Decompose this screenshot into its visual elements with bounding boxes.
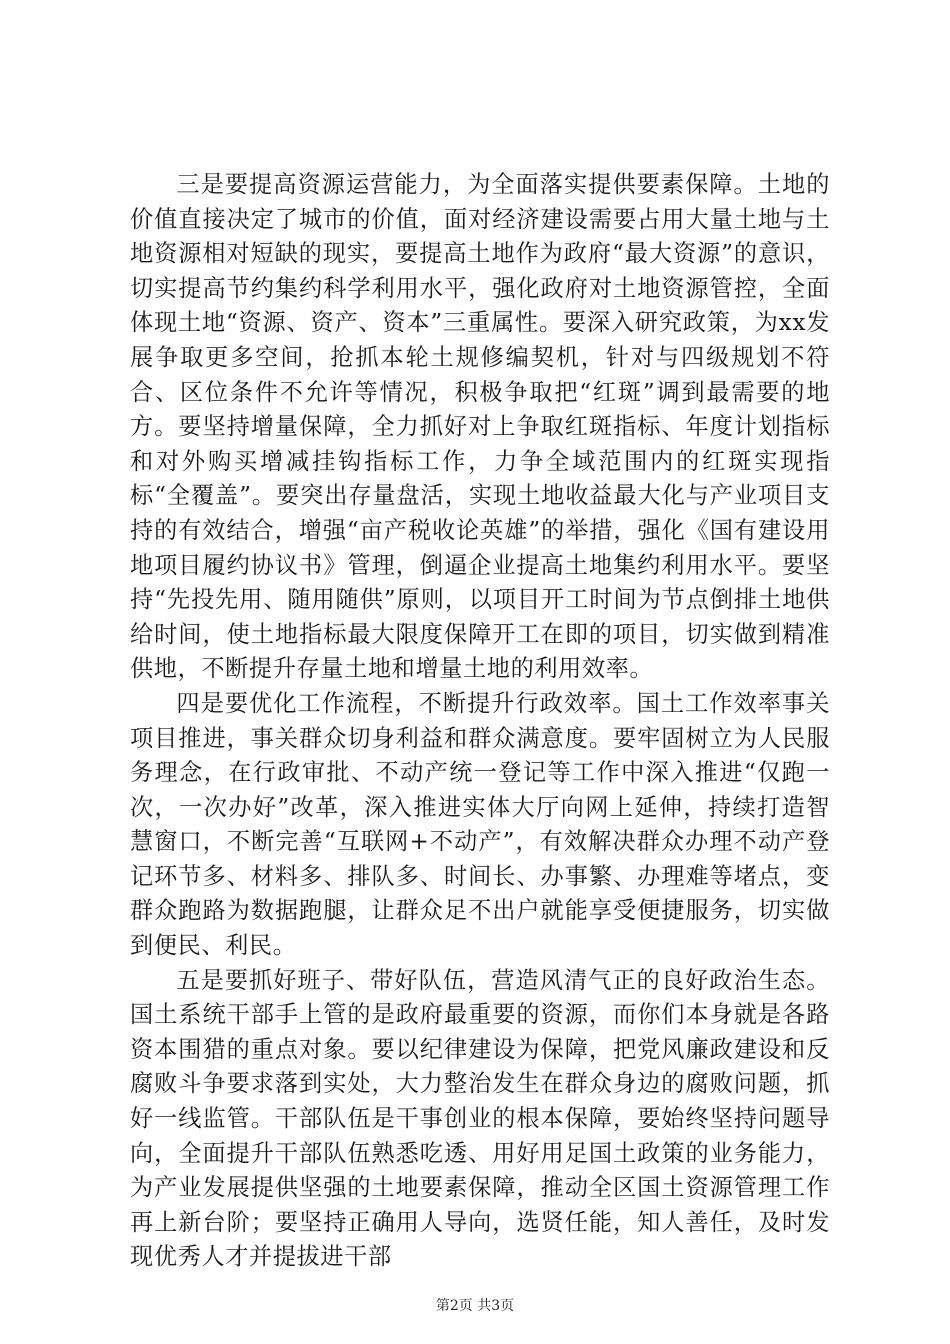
paragraph-3: 三是要提高资源运营能力，为全面落实提供要素保障。土地的价值直接决定了城市的价值，面对经济建设需要占用大量土地与土地资源相对短缺的现实，要提高土地作为政府“最大资源”的意识，切实提高节约集约科学利用水平，强化政府对土地资源管控，全面体现土地“资源、资产、资本”三重属性。要深入研究政策，为xx发展争取更多空间，抢抓本轮土规修编契机，针对与四级规划不符合、区位条件不允许等情况，积极争取把“红斑”调到最需要的地方。要坚持增量保障，全力抓好对上争取红斑指标、年度计划指标和对外购买增减挂钩指标工作，力争全域范围内的红斑实现指标“全覆盖”。要突出存量盘活，实现土地收益最大化与产业项目支持的有效结合，增强“亩产税收论英雄”的举措，强化《国有建设用地项目履约协议书》管理，倒逼企业提高土地集约利用水平。要坚持“先投先用、随用随供”原则，以项目开工时间为节点倒排土地供给时间，使土地指标最大限度保障开工在即的项目，切实做到精准供地，不断提升存量土地和增量土地的利用效率。 [130,171,830,683]
paragraph-5: 五是要抓好班子、带好队伍，营造风清气正的良好政治生态。国土系统干部手上管的是政府最重要的资源，而你们本身就是各路资本围猎的重点对象。要以纪律建设为保障，把党风廉政建设和反腐败斗争要求落到实处，大力整治发生在群众身边的腐败问题，抓好一线监管。干部队伍是干事创业的根本保障，要始终坚持问题导向，全面提升干部队伍熟悉吃透、用好用足国土政策的业务能力，为产业发展提供坚强的土地要素保障，推动全区国土资源管理工作再上新台阶；要坚持正确用人导向，选贤任能，知人善任，及时发现优秀人才并提拔进干部 [130,966,830,1271]
document-body [130,168,830,1275]
page-number-footer: 第2页 共3页 [435,1298,515,1314]
paragraph-4: 四是要优化工作流程，不断提升行政效率。国土工作效率事关项目推进，事关群众切身利益和群众满意度。要牢固树立为人民服务理念，在行政审批、不动产统一登记等工作中深入推进“仅跑一次，一次办好”改革，深入推进实体大厅向网上延伸，持续打造智慧窗口，不断完善“互联网+不动产”，有效解决群众办理不动产登记环节多、材料多、排队多、时间长、办事繁、办理难等堵点，变群众跑路为数据跑腿，让群众足不出户就能享受便捷服务，切实做到便民、利民。 [130,689,830,960]
